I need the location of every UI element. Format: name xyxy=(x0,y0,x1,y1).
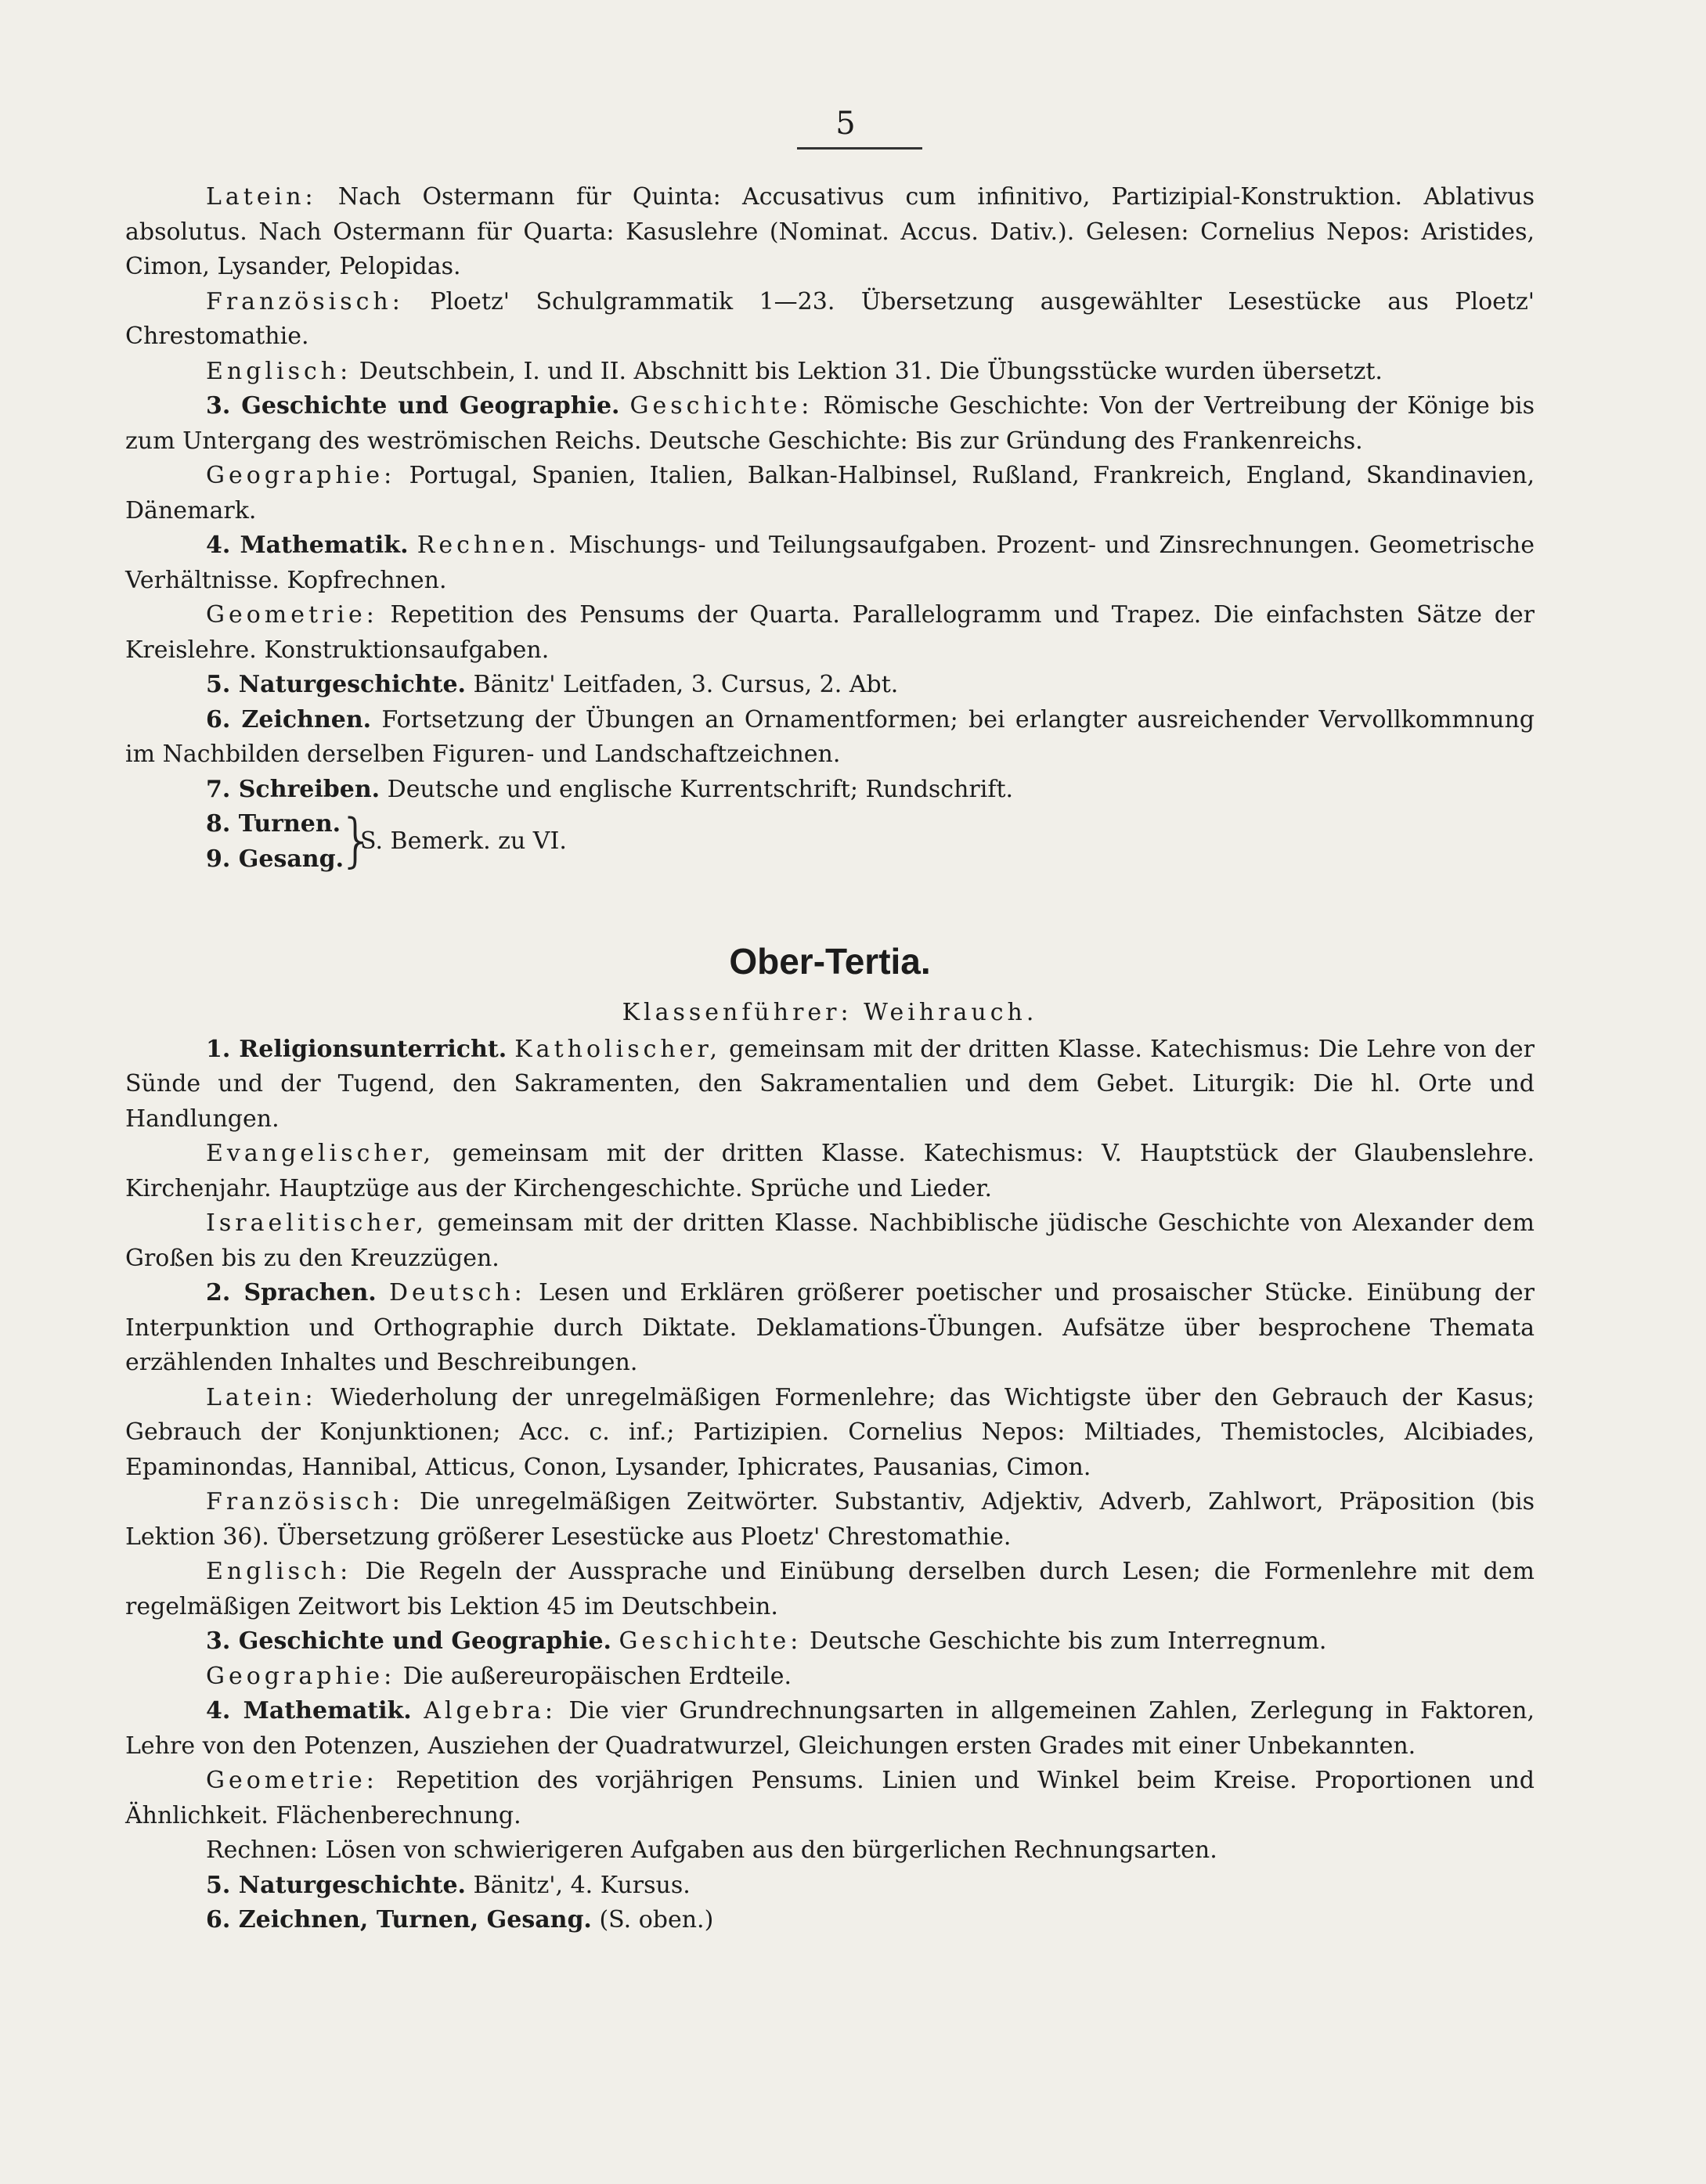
heading-mathematik-ot: 4. Mathematik. xyxy=(206,1697,412,1724)
label-latein-ot: Latein: xyxy=(206,1383,317,1411)
text-deutsch: Lesen und Erklären größerer poetischer und prosaischer Stücke. Einübung der Interpunktion und Orthographie durch Diktate. Deklamations-Übungen. Aufsätze über besprochene Themata erzählenden Inhaltes und Beschreibungen. xyxy=(125,1279,1535,1376)
text-latein-ot: Wiederholung der unregelmäßigen Formenlehre; das Wichtigste über den Gebrauch der Kasus; Gebrauch der Konjunktionen; Acc. c. inf.; Partizipien. Cornelius Nepos: Miltiades, Themistocles, Alcibiades, Epaminondas, Hannibal, Atticus, Conon, Lysander, Iphicrates, Pausanias, Cimon. xyxy=(125,1383,1535,1481)
paragraph-geographie-ot xyxy=(125,1660,1535,1695)
page-content xyxy=(125,180,1535,1938)
paragraph-naturgeschichte-ot xyxy=(125,1869,1535,1904)
label-franzoesisch-ot: Französisch: xyxy=(206,1488,404,1515)
label-rechnen-ot: Rechnen: xyxy=(206,1836,318,1864)
heading-gesang: 9. Gesang. xyxy=(206,845,344,873)
right-brace-icon: } xyxy=(338,807,376,874)
heading-naturgeschichte: 5. Naturgeschichte. xyxy=(206,671,466,698)
paragraph-naturgeschichte xyxy=(125,668,1535,703)
label-katholisch: Katholischer, xyxy=(514,1035,722,1063)
paragraph-rechnen-ot xyxy=(125,1833,1535,1869)
text-geographie: Portugal, Spanien, Italien, Balkan-Halbinsel, Rußland, Frankreich, England, Skandinavien, Dänemark. xyxy=(125,462,1535,524)
label-deutsch: Deutsch: xyxy=(388,1279,526,1306)
paragraph-religion-katholisch xyxy=(125,1033,1535,1137)
paragraph-zeichnen xyxy=(125,703,1535,773)
paragraph-franzoesisch xyxy=(125,285,1535,355)
heading-geschichte: 3. Geschichte und Geographie. xyxy=(206,392,620,420)
heading-mathematik: 4. Mathematik. xyxy=(206,532,409,559)
paragraph-schreiben xyxy=(125,773,1535,808)
page-number: 5 xyxy=(835,106,856,142)
label-geschichte-ot: Geschichte: xyxy=(619,1627,803,1655)
text-geographie-ot: Die außereuropäischen Erdteile. xyxy=(402,1662,792,1690)
paragraph-latein xyxy=(125,180,1535,285)
heading-naturgeschichte-ot: 5. Naturgeschichte. xyxy=(206,1871,466,1899)
label-algebra: Algebra: xyxy=(424,1697,557,1724)
paragraph-sprachen-franzoesisch xyxy=(125,1485,1535,1555)
heading-zeichnen: 6. Zeichnen. xyxy=(206,705,372,733)
paragraph-geschichte-ot xyxy=(125,1624,1535,1660)
text-geschichte-ot: Deutsche Geschichte bis zum Interregnum. xyxy=(809,1627,1327,1655)
paragraph-religion-evangelisch xyxy=(125,1137,1535,1206)
text-englisch-ot: Die Regeln der Aussprache und Einübung derselben durch Lesen; die Formenlehre mit dem regelmäßigen Zeitwort bis Lektion 45 im Deutschbein. xyxy=(125,1558,1535,1620)
paragraph-sprachen-latein xyxy=(125,1381,1535,1486)
label-evangelisch: Evangelischer, xyxy=(206,1140,435,1167)
paragraph-mathematik-ot xyxy=(125,1694,1535,1764)
text-geometrie-ot: Repetition des vorjährigen Pensums. Linien und Winkel beim Kreise. Proportionen und Ähnlichkeit. Flächenberechnung. xyxy=(125,1767,1535,1829)
paragraph-sonstige-ot xyxy=(125,1903,1535,1938)
text-naturgeschichte-ot: Bänitz', 4. Kursus. xyxy=(473,1871,691,1899)
text-schreiben: Deutsche und englische Kurrentschrift; Rundschrift. xyxy=(387,775,1014,803)
label-latein: Latein: xyxy=(206,183,317,211)
paragraph-englisch xyxy=(125,355,1535,390)
text-geometrie: Repetition des Pensums der Quarta. Parallelogramm und Trapez. Die einfachsten Sätze der Kreislehre. Konstruktionsaufgaben. xyxy=(125,601,1535,664)
text-sonstige-ot: (S. oben.) xyxy=(599,1906,714,1934)
text-franzoesisch-ot: Die unregelmäßigen Zeitwörter. Substantiv, Adjektiv, Adverb, Zahlwort, Präposition (bis Lektion 36). Übersetzung größerer Lesestücke aus Ploetz' Chrestomathie. xyxy=(125,1488,1535,1551)
text-zeichnen: Fortsetzung der Übungen an Ornamentformen; bei erlangter ausreichender Vervollkommnung im Nachbilden derselben Figuren- und Landschaftzeichnen. xyxy=(125,705,1535,768)
label-israelitisch: Israelitischer, xyxy=(206,1209,427,1237)
section-title-ober-tertia: Ober-Tertia. xyxy=(729,941,931,982)
text-katholisch: gemeinsam mit der dritten Klasse. Katechismus: Die Lehre von der Sünde und der Tugend, den Sakramenten, den Sakramentalien und dem Gebet. Liturgik: Die hl. Orte und Handlungen. xyxy=(125,1035,1535,1133)
heading-geschichte-ot: 3. Geschichte und Geographie. xyxy=(206,1627,611,1655)
paragraph-sprachen-deutsch xyxy=(125,1276,1535,1381)
paragraph-religion-israelitisch xyxy=(125,1206,1535,1276)
paragraph-mathematik xyxy=(125,528,1535,598)
label-geometrie-ot: Geometrie: xyxy=(206,1767,378,1794)
label-englisch-ot: Englisch: xyxy=(206,1558,352,1585)
text-mathematik: Mischungs- und Teilungsaufgaben. Prozent- und Zinsrechnungen. Geometrische Verhältnisse. Kopfrechnen. xyxy=(125,532,1535,594)
paragraph-geometrie xyxy=(125,598,1535,668)
heading-sonstige-ot: 6. Zeichnen, Turnen, Gesang. xyxy=(206,1906,592,1934)
text-franzoesisch: Ploetz' Schulgrammatik 1—23. Übersetzung ausgewählter Lesestücke aus Ploetz' Chrestomathie. xyxy=(125,287,1535,350)
paragraph-geometrie-ot xyxy=(125,1764,1535,1833)
header-rule xyxy=(797,147,922,150)
heading-schreiben: 7. Schreiben. xyxy=(206,775,381,803)
text-geschichte: Römische Geschichte: Von der Vertreibung der Könige bis zum Untergang des weströmischen Reichs. Deutsche Geschichte: Bis zur Gründung des Frankenreichs. xyxy=(125,392,1535,455)
label-franzoesisch: Französisch: xyxy=(206,287,404,315)
label-englisch: Englisch: xyxy=(206,357,352,385)
text-israelitisch: gemeinsam mit der dritten Klasse. Nachbiblische jüdische Geschichte von Alexander dem Großen bis zu den Kreuzzügen. xyxy=(125,1209,1535,1272)
label-geschichte: Geschichte: xyxy=(629,392,813,420)
label-geographie-ot: Geographie: xyxy=(206,1662,396,1690)
paragraph-geschichte xyxy=(125,389,1535,459)
paragraph-sprachen-englisch xyxy=(125,1555,1535,1624)
text-latein: Nach Ostermann für Quinta: Accusativus cum infinitivo, Partizipial-Konstruktion. Ablativus absolutus. Nach Ostermann für Quarta: Kasuslehre (Nominat. Accus. Dativ.). Gelesen: Cornelius Nepos: Aristides, Cimon, Lysander, Pelopidas. xyxy=(125,183,1535,280)
text-algebra: Die vier Grundrechnungsarten in allgemeinen Zahlen, Zerlegung in Faktoren, Lehre von den Potenzen, Ausziehen der Quadratwurzel, Gleichungen ersten Grades mit einer Unbekannten. xyxy=(125,1697,1535,1760)
heading-sprachen: 2. Sprachen. xyxy=(206,1279,377,1306)
label-geometrie: Geometrie: xyxy=(206,601,378,629)
text-englisch: Deutschbein, I. und II. Abschnitt bis Lektion 31. Die Übungsstücke wurden übersetzt. xyxy=(359,357,1383,385)
label-rechnen: Rechnen. xyxy=(417,532,561,559)
turnen-gesang-block xyxy=(125,807,1535,877)
heading-turnen: 8. Turnen. xyxy=(206,810,341,838)
paragraph-geographie xyxy=(125,459,1535,528)
text-evangelisch: gemeinsam mit der dritten Klasse. Katechismus: V. Hauptstück der Glaubenslehre. Kirchenjahr. Hauptzüge aus der Kirchengeschichte. Sprüche und Lieder. xyxy=(125,1140,1535,1202)
class-teacher: Klassenführer: Weihrauch. xyxy=(622,999,1038,1026)
brace-note: S. Bemerk. zu VI. xyxy=(360,827,567,855)
label-geographie: Geographie: xyxy=(206,462,396,489)
text-rechnen-ot: Lösen von schwierigeren Aufgaben aus den bürgerlichen Rechnungsarten. xyxy=(325,1836,1217,1864)
heading-religion: 1. Religionsunterricht. xyxy=(206,1035,507,1063)
text-naturgeschichte: Bänitz' Leitfaden, 3. Cursus, 2. Abt. xyxy=(473,671,899,698)
